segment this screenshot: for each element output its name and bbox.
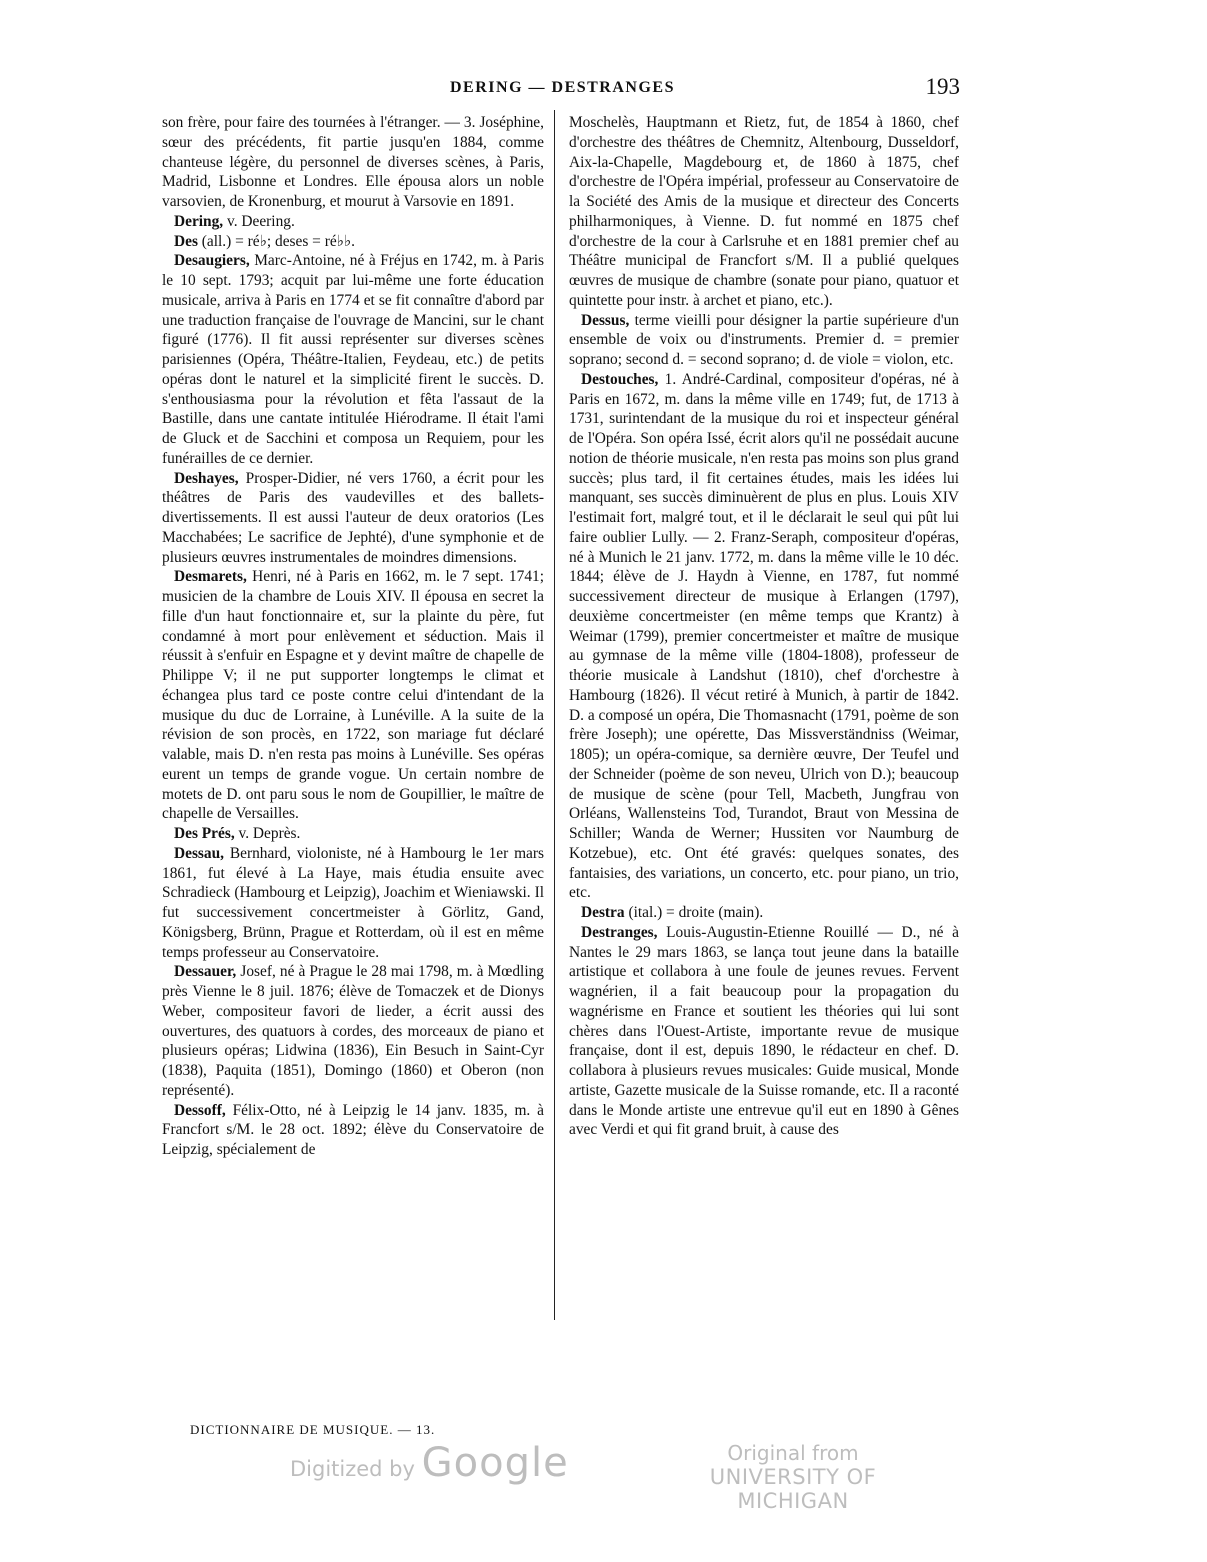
left-column <box>162 113 544 1160</box>
entry-dering: Dering, v. Deering. <box>174 212 295 230</box>
headword: Dessauer, <box>174 963 237 981</box>
column-divider <box>554 110 555 1320</box>
google-logo-text: Google <box>421 1440 569 1486</box>
entry-des-pres: Des Prés, v. Deprès. <box>174 825 301 842</box>
entry-des: Des (all.) = ré♭; deses = ré♭♭. <box>174 232 356 250</box>
entry-continuation: Moschelès, Hauptmann et Rietz, fut, de 1854 à 1860, chef d'orchestre des théâtres de Chemnitz, Altenbourg, Dusseldorf, Aix-la-Chapelle, Magdebourg et, de 1860 à 1875, chef d'orchestre de l'Opéra impérial, professeur au Conservatoire de la Société des Amis de la musique et directeur des Concerts philharmoniques, à Vienne. D. fut nommé en 1875 chef d'orchestre de la cour à Carlsruhe et en 1881 premier chef au Théâtre municipal de Francfort s/M. Il a publié quelques œuvres de musique de chambre (sonate pour piano, quatuor et quintette pour instr. à archet et piano, etc.). <box>569 114 959 309</box>
entry-destranges: Destranges, Louis-Augustin-Etienne Rouillé — D., né à Nantes le 29 mars 1863, se lança tout jeune dans la bataille artistique et collabora à une foule de jeunes revues. Fervent wagnérien, il a fait beaucoup pour la propagation du wagnérisme en France et soutient les théories qui lui sont chères dans l'Ouest-Artiste, importante revue de musique française, dont il est, depuis 1890, le rédacteur en chef. D. collabora à plusieurs revues musicales: Guide musical, Monde artiste, Gazette musicale de la Suisse romande, etc. Il a raconté dans le Monde artiste une entrevue qu'il eut en 1890 à Gênes avec Verdi et qui fit grand bruit, à cause des <box>569 923 959 1139</box>
entry-continuation: son frère, pour faire des tournées à l'étranger. — 3. Joséphine, sœur des précédents, fit partie jusqu'en 1884, comme chanteuse légère, du personnel de diverses scènes, à Paris, Madrid, Lisbonne et Londres. Elle épousa alors un noble varsovien, de Kronenburg, et mourut à Varsovie en 1891. <box>162 114 544 210</box>
entry-desaugiers: Desaugiers, Marc-Antoine, né à Fréjus en 1742, m. à Paris le 10 sept. 1793; acquit par lui-même une forte éducation musicale, arriva à Paris en 1774 et se fit connaître d'abord par une traduction française de l'ouvrage de Mancini, sur le chant figuré (1776). Il fit aussi représenter sur diverses scènes parisiennes (Opéra, Théâtre-Italien, Feydeau, etc.) de petits opéras dont le naturel et la simplicité firent le succès. D. s'enthousiasma pour la révolution et fêta l'assaut de la Bastille, dans une cantate intitulée Hiérodrame. Il était l'ami de Gluck et de Sacchini et composa un Requiem, pour les funérailles de ce dernier. <box>162 252 544 467</box>
digitized-by-watermark <box>290 1440 569 1486</box>
entry-dessoff: Dessoff, Félix-Otto, né à Leipzig le 14 janv. 1835, m. à Francfort s/M. le 28 oct. 1892; élève du Conservatoire de Leipzig, spécialement de <box>162 1101 544 1158</box>
headword: Dessau, <box>174 844 225 862</box>
headword: Dessoff, <box>174 1101 226 1119</box>
entry-desmarets: Desmarets, Henri, né à Paris en 1662, m. le 7 sept. 1741; musicien de la chambre de Louis XIV. Il épousa en secret la fille d'un haut fonctionnaire et, sur la plainte du père, fut condamné à mort pour enlèvement et séduction. Mais il réussit à s'enfuir en Espagne et y devint maître de chapelle de Philippe V; il ne put supporter longtemps le climat et échangea plus tard ce poste contre celui d'intendant de la musique du duc de Lorraine, à Lunéville. A la suite de la révision de son procès, en 1722, son mariage fut déclaré valable, mais D. n'en resta pas moins à Lunéville. Ses opéras eurent un temps de grande vogue. Un certain nombre de motets de D. ont paru sous le nom de Goupillier, le maître de chapelle de Versailles. <box>162 568 544 823</box>
original-from-text: Original from <box>727 1441 859 1465</box>
headword: Deshayes, <box>174 469 239 487</box>
page-header <box>160 76 960 102</box>
headword: Destranges, <box>581 923 658 941</box>
headword: Destra <box>581 904 625 921</box>
headword: Des Prés, <box>174 825 235 842</box>
right-column <box>569 113 959 1140</box>
headword: Dering, <box>174 212 224 230</box>
entry-dessauer: Dessauer, Josef, né à Prague le 28 mai 1798, m. à Mœdling près Vienne le 8 juil. 1876; élève de Tomaczek et de Dionys Weber, compositeur favori de lieder, a écrit aussi des ouvertures, des quatuors à cordes, des morceaux de piano et plusieurs opéras; Lidwina (1836), Ein Besuch in Saint-Cyr (1838), Paquita (1851), Domingo (1860) et Oberon (non représenté). <box>162 963 544 1099</box>
entry-deshayes: Deshayes, Prosper-Didier, né vers 1760, a écrit pour les théâtres de Paris des vaudevilles et des ballets-divertissements. Il est aussi l'auteur de deux oratorios (Les Macchabées; Le sacrifice de Jephté), d'une symphonie et de plusieurs œuvres instrumentales de moindres dimensions. <box>162 469 544 566</box>
entry-dessau: Dessau, Bernhard, violoniste, né à Hambourg le 1er mars 1861, fut élevé à La Haye, mais étudia ensuite avec Schradieck (Hambourg et Leipzig), Joachim et Wieniawski. Il fut successivement concertmeister à Görlitz, Gand, Königsberg, Brünn, Prague et Rotterdam, où il est en même temps professeur au Conservatoire. <box>162 844 544 961</box>
running-title: DERING — DESTRANGES <box>450 79 675 96</box>
entry-destra: Destra (ital.) = droite (main). <box>581 904 764 921</box>
institution-text: UNIVERSITY OF MICHIGAN <box>709 1465 877 1513</box>
page-number: 193 <box>925 74 960 99</box>
headword: Desaugiers, <box>174 252 250 270</box>
headword: Desmarets, <box>174 568 247 586</box>
headword: Des <box>174 232 198 250</box>
entry-destouches: Destouches, 1. André-Cardinal, compositeur d'opéras, né à Paris en 1672, m. dans la même ville en 1749; fut, de 1713 à 1731, surintendant de la musique du roi et inspecteur général de l'Opéra. Son opéra Issé, écrit alors qu'il ne possédait aucune notion de théorie musicale, n'en resta pas moins son plus grand succès; plus tard, il fit certaines études, mais les idées lui manquant, ses succès diminuèrent de plus en plus. Louis XIV l'estimait fort, malgré tout, et il le déclarait le seul qui pût lui faire oublier Lully. — 2. Franz-Seraph, compositeur d'opéras, né à Munich le 21 janv. 1772, m. dans la même ville le 10 déc. 1844; élève de J. Haydn à Vienne, en 1787, fut nommé successivement directeur de musique à Erlangen (1797), deuxième concertmeister (en même temps que Krantz) à Weimar (1799), premier concertmeister et maître de musique au gymnase de la même ville (1804-1808), professeur de théorie musicale à Landshut (1810), chef d'orchestre à Hambourg (1826). Il vécut retiré à Munich, à partir de 1842. D. a composé un opéra, Die Thomasnacht (1791, poème de son frère Joseph); une opérette, Das Missverständniss (Weimar, 1805); un opéra-comique, sa dernière œuvre, Der Teufel und der Schneider (poème de son neveu, Ulrich von D.); beaucoup de musique de scène (pour Tell, Macbeth, Jungfrau von Orléans, Wallensteins Tod, Turandot, Braut von Messina de Schiller; Wanda de Werner; Hussiten vor Naumburg de Kotzebue), etc. Ont été gravés: quelques sonates, des fantaisies, des variations, un concerto, etc. pour piano, un trio, etc. <box>569 370 959 902</box>
headword: Destouches, <box>581 370 659 388</box>
entry-dessus: Dessus, terme vieilli pour désigner la partie supérieure d'un ensemble de voix ou d'instruments. Premier d. = premier soprano; second d. = second soprano; d. de viole = violon, etc. <box>569 311 959 368</box>
headword: Dessus, <box>581 311 630 329</box>
signature-mark: DICTIONNAIRE DE MUSIQUE. — 13. <box>190 1422 436 1437</box>
digitized-by-text: Digitized by <box>290 1457 415 1481</box>
original-from-watermark <box>668 1441 918 1513</box>
